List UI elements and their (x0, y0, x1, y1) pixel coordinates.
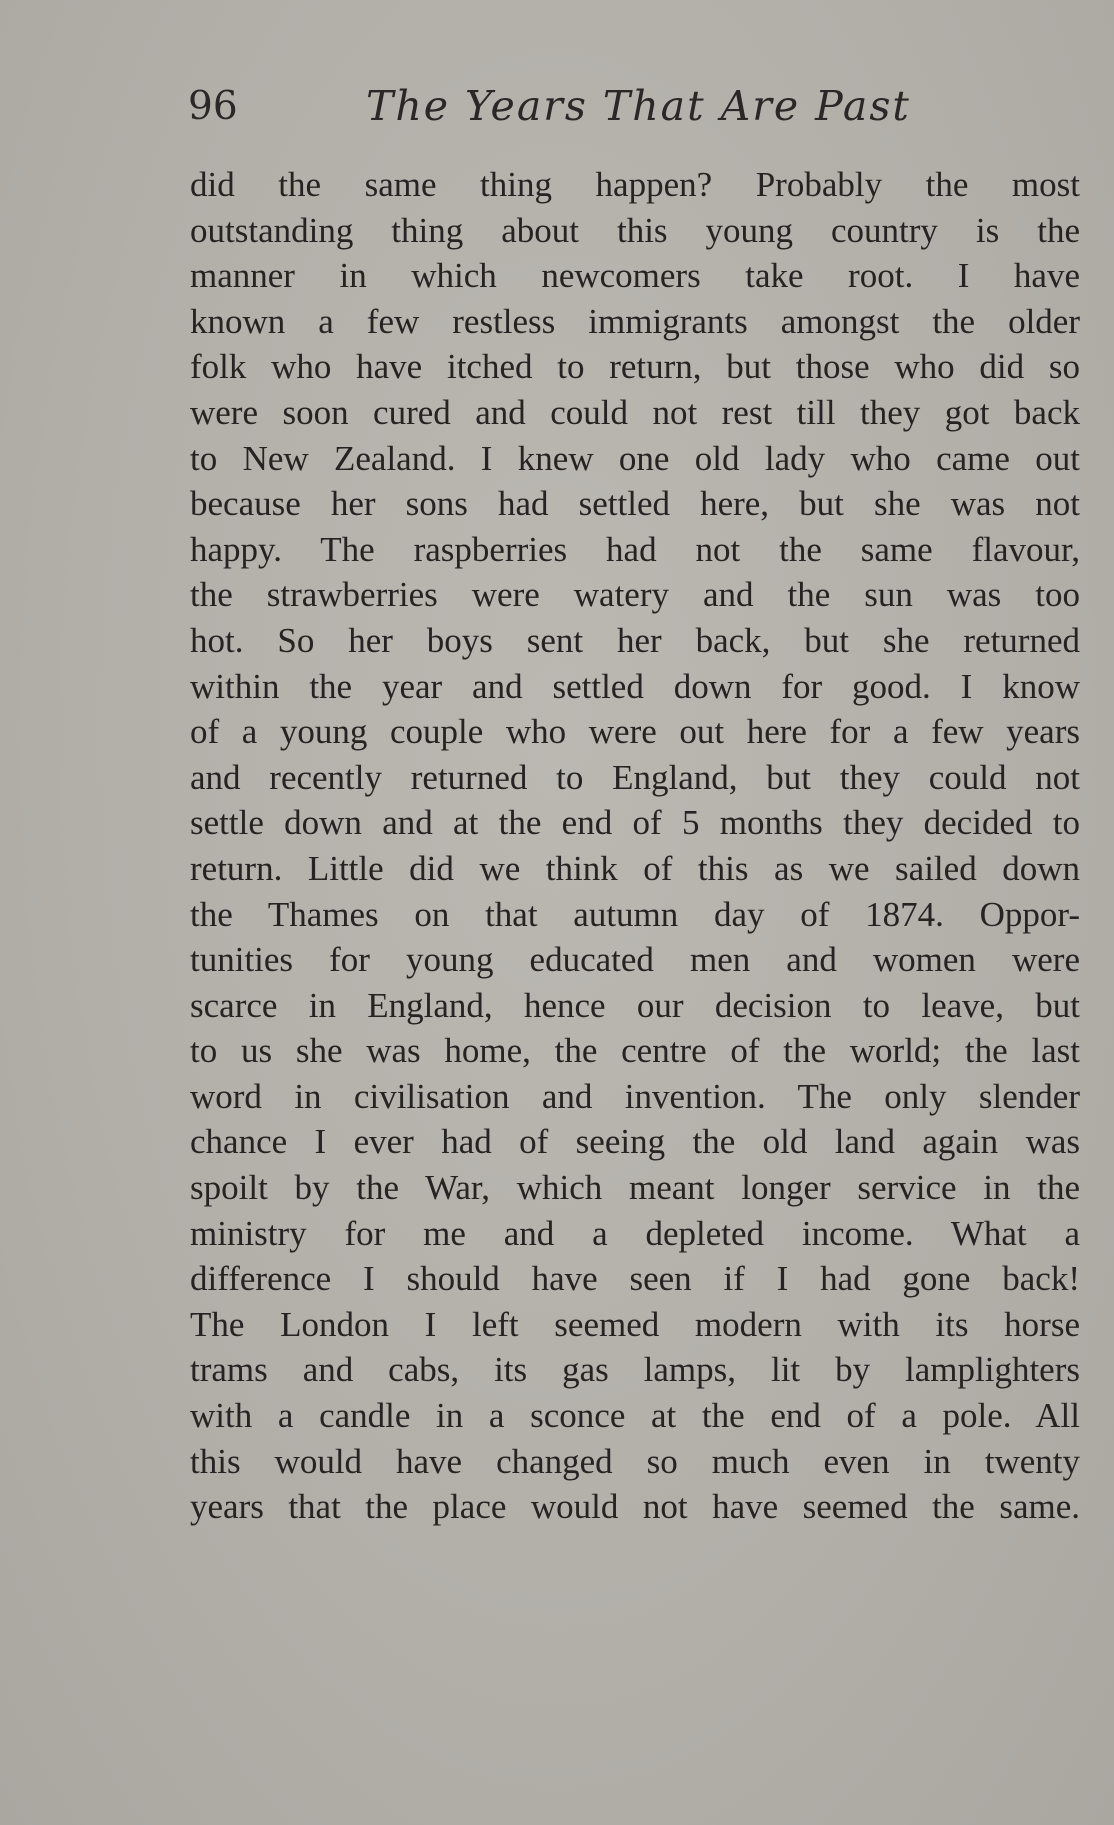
text-line: hot. So her boys sent her back, but she returned (190, 620, 1080, 660)
text-line: trams and cabs, its gas lamps, lit by lamplighters (190, 1350, 1080, 1390)
running-title: The Years That Are Past (366, 82, 911, 130)
text-line: return. Little did we think of this as we sailed down (190, 848, 1080, 888)
page-header (188, 78, 1088, 138)
text-line: tunities for young educated men and women were (190, 940, 1080, 980)
text-line: happy. The raspberries had not the same flavour, (190, 529, 1080, 569)
text-line: manner in which newcomers take root. I have (190, 256, 1080, 296)
text-line: and recently returned to England, but they could not (190, 757, 1080, 797)
text-line: with a candle in a sconce at the end of a pole. All (190, 1396, 1080, 1436)
text-line: scarce in England, hence our decision to leave, but (190, 985, 1080, 1025)
text-line: outstanding thing about this young country is the (190, 210, 1080, 250)
page-number: 96 (188, 84, 238, 129)
text-line: to us she was home, the centre of the world; the last (190, 1031, 1080, 1071)
text-line: spoilt by the War, which meant longer service in the (190, 1168, 1080, 1208)
text-line: within the year and settled down for good. I know (190, 666, 1080, 706)
text-line: because her sons had settled here, but she was not (190, 484, 1080, 524)
text-line: difference I should have seen if I had gone back! (190, 1259, 1080, 1299)
text-line: ministry for me and a depleted income. What a (190, 1213, 1080, 1253)
text-line: the strawberries were watery and the sun was too (190, 575, 1080, 615)
body-text (190, 162, 1080, 1530)
text-line: of a young couple who were out here for a few years (190, 712, 1080, 752)
text-line: The London I left seemed modern with its horse (190, 1304, 1080, 1344)
text-line: known a few restless immigrants amongst the older (190, 301, 1080, 341)
text-line: years that the place would not have seemed the same. (190, 1487, 1080, 1527)
text-line: the Thames on that autumn day of 1874. Oppor- (190, 894, 1080, 934)
text-line: were soon cured and could not rest till they got back (190, 392, 1080, 432)
text-line: chance I ever had of seeing the old land again was (190, 1122, 1080, 1162)
text-line: settle down and at the end of 5 months they decided to (190, 803, 1080, 843)
text-line: word in civilisation and invention. The only slender (190, 1076, 1080, 1116)
text-line: to New Zealand. I knew one old lady who came out (190, 438, 1080, 478)
text-line: this would have changed so much even in twenty (190, 1441, 1080, 1481)
text-line: folk who have itched to return, but those who did so (190, 347, 1080, 387)
text-line: did the same thing happen? Probably the most (190, 165, 1080, 204)
